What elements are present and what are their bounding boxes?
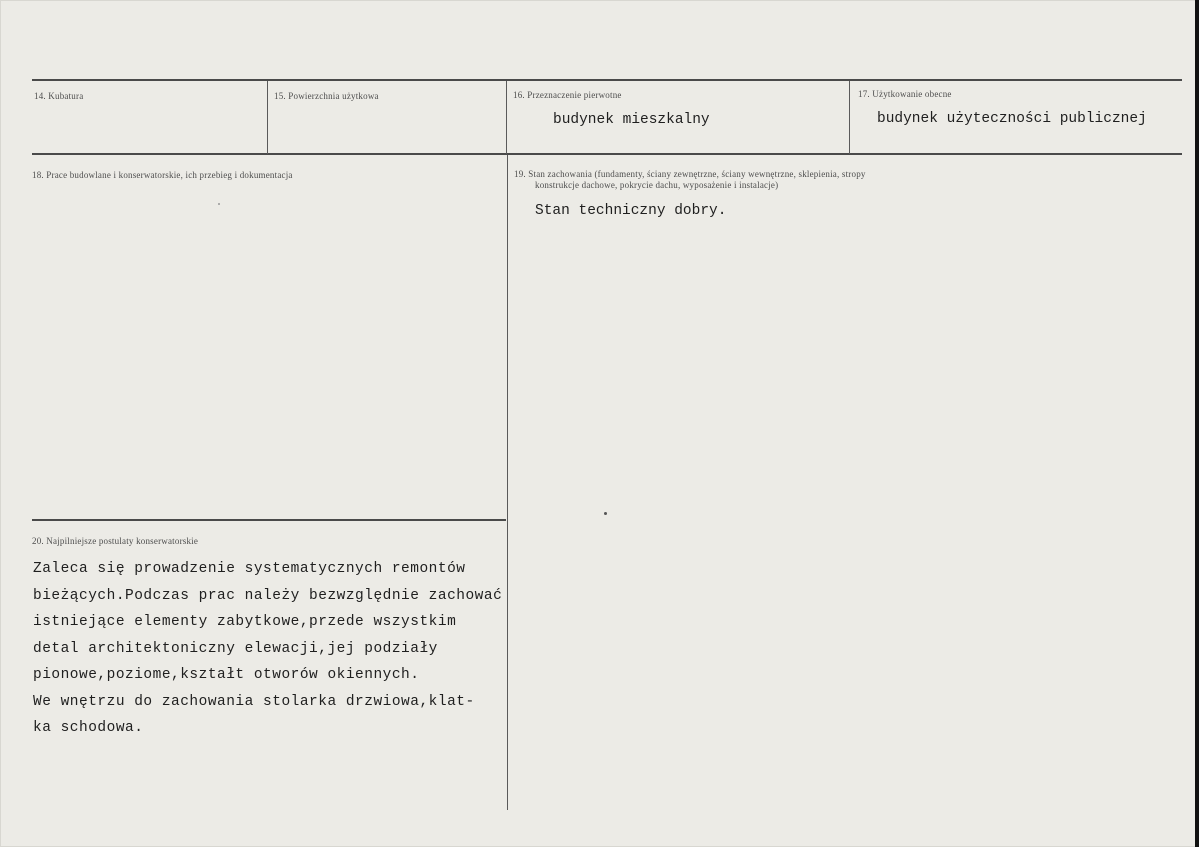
paper-speck	[604, 512, 607, 515]
divider-15-16	[506, 81, 507, 154]
main-column-divider	[507, 155, 508, 810]
field-20-line: istniejące elementy zabytkowe,przede wszystkim	[33, 614, 457, 630]
field-18-label: 18. Prace budowlane i konserwatorskie, ich przebieg i dokumentacja	[32, 170, 293, 180]
field-19-label-line2: konstrukcje dachowe, pokrycie dachu, wyposażenie i instalacje)	[535, 180, 779, 190]
field-20-line: Zaleca się prowadzenie systematycznych remontów	[33, 561, 466, 577]
field-16-value: budynek mieszkalny	[553, 112, 710, 128]
field-20-value	[33, 556, 502, 742]
sheet-edge	[1195, 0, 1199, 847]
field-20-line: detal architektoniczny elewacji,jej podziały	[33, 640, 438, 657]
field-16-label: 16. Przeznaczenie pierwotne	[513, 90, 622, 100]
field-19-value: Stan techniczny dobry.	[535, 203, 727, 219]
field-20-label: 20. Najpilniejsze postulaty konserwatorskie	[32, 536, 199, 546]
row-rule	[32, 153, 1182, 155]
top-rule	[32, 79, 1182, 81]
field-20-line: ka schodowa.	[33, 720, 144, 736]
field-17-value: budynek użyteczności publicznej	[877, 111, 1147, 127]
field-17-label: 17. Użytkowanie obecne	[858, 89, 952, 99]
divider-14-15	[267, 81, 268, 154]
paper-speck	[218, 203, 220, 205]
field-15-label: 15. Powierzchnia użytkowa	[274, 91, 379, 101]
field-20-line: bieżących.Podczas prac należy bezwzględnie zachować	[33, 587, 503, 604]
field-19-label-line1: 19. Stan zachowania (fundamenty, ściany zewnętrzne, ściany wewnętrzne, sklepienia, stropy	[514, 169, 866, 179]
postulaty-rule	[32, 519, 506, 521]
field-14-label: 14. Kubatura	[34, 91, 84, 101]
field-20-line: pionowe,poziome,kształt otworów okiennych.	[33, 667, 420, 683]
field-20-line: We wnętrzu do zachowania stolarka drzwiowa,klat-	[33, 693, 475, 710]
divider-16-17	[849, 81, 850, 154]
